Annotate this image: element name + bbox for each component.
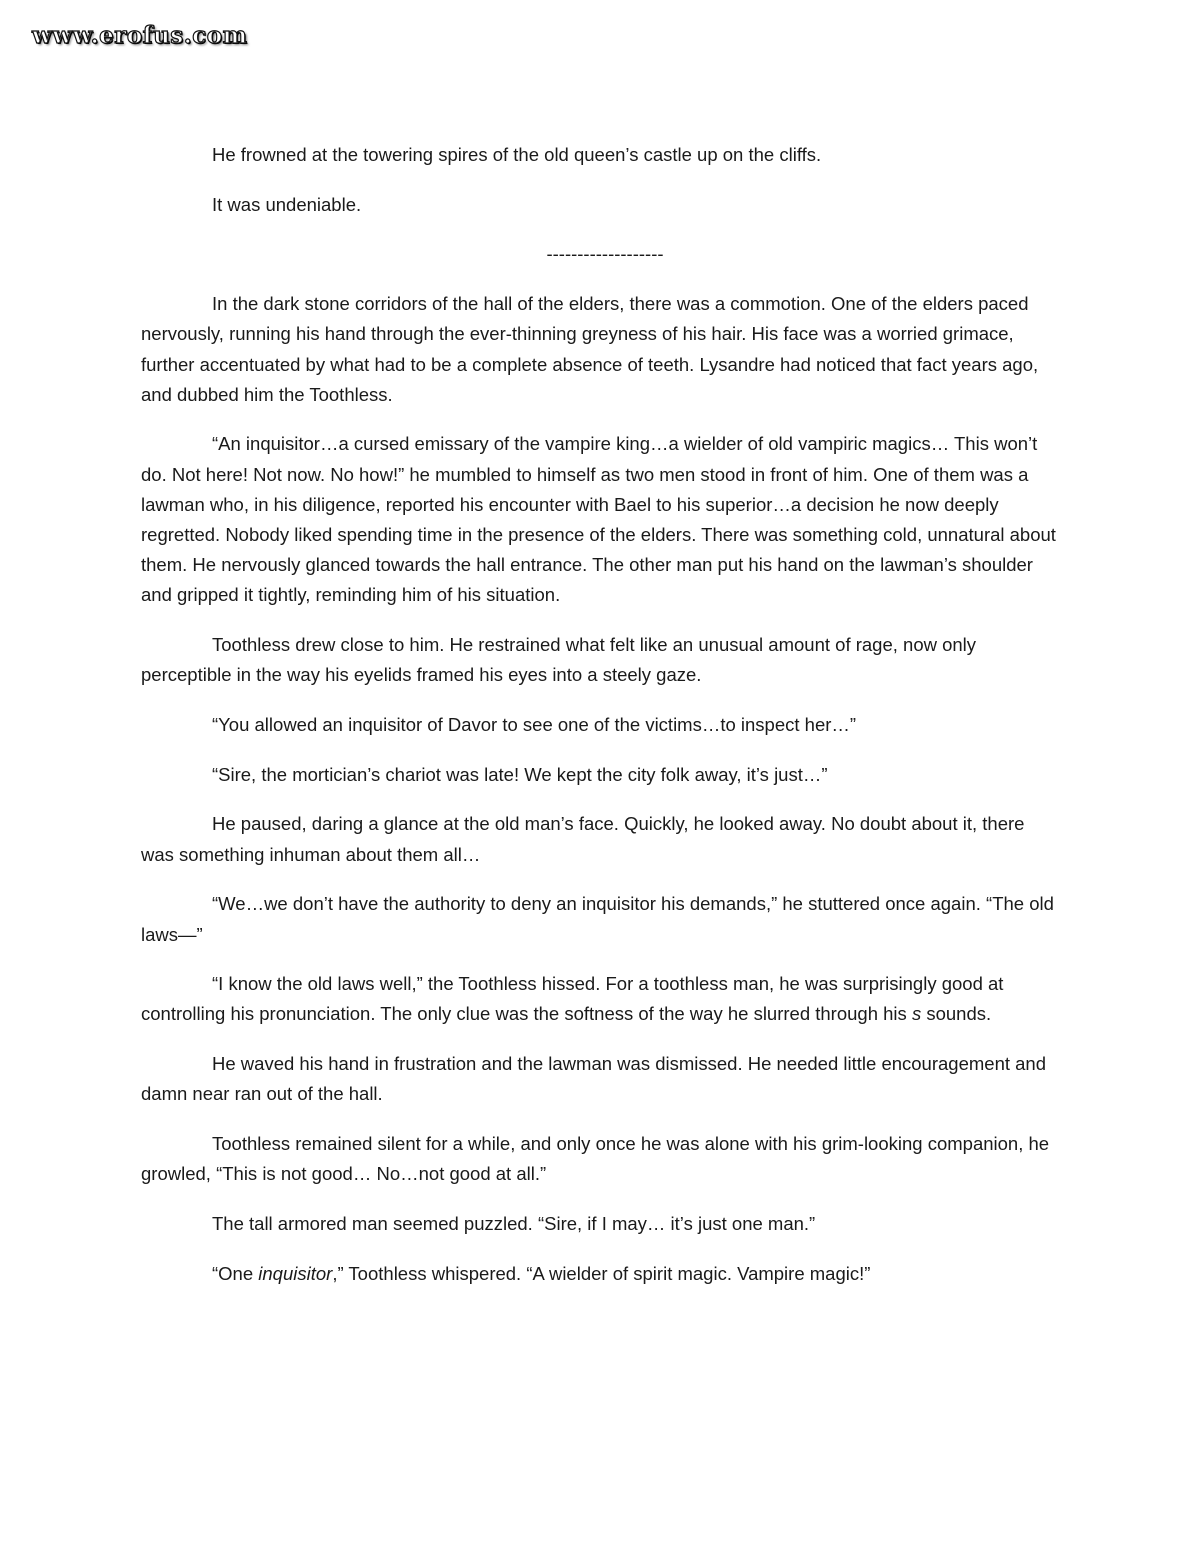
paragraph-11: He waved his hand in frustration and the lawman was dismissed. He needed little encouragement and damn near ran out of the hall.	[141, 1053, 1047, 1105]
paragraph-10	[141, 969, 1061, 1029]
paragraph-2: It was undeniable.	[212, 193, 362, 215]
paragraph-8: He paused, daring a glance at the old man’s face. Quickly, he looked away. No doubt about it, there was something inhuman about them all…	[141, 813, 1025, 865]
paragraph-10-italic: s	[911, 1003, 922, 1025]
paragraph-1: He frowned at the towering spires of the old queen’s castle up on the cliffs.	[212, 144, 822, 165]
paragraph-4: “An inquisitor…a cursed emissary of the vampire king…a wielder of old vampiric magics… This won’t do. Not here! Not now. No how!” he mumbled to himself as two men stood in front of him. One of them was a lawman who, in his diligence, reported his encounter with Bael to his superior…a decision he now deeply regretted. Nobody liked spending time in the presence of the elders. There was something cold, unnatural about them. He nervously glanced towards the hall entrance. The other man put his hand on the lawman’s shoulder and gripped it tightly, reminding him of his situation.	[141, 433, 1056, 606]
paragraph-14-text-a: “One	[212, 1262, 259, 1284]
paragraph-12: Toothless remained silent for a while, and only once he was alone with his grim-looking companion, he growled, “This is not good… No…not good at all.”	[141, 1133, 1050, 1185]
paragraph-6: “You allowed an inquisitor of Davor to see one of the victims…to inspect her…”	[212, 714, 857, 736]
paragraph-14-italic: inquisitor	[258, 1262, 333, 1284]
paragraph-5: Toothless drew close to him. He restrained what felt like an unusual amount of rage, now only perceptible in the way his eyelids framed his eyes into a steely gaze.	[141, 634, 977, 686]
scene-separator: -------------------	[546, 243, 664, 265]
paragraph-14	[141, 1259, 1061, 1289]
watermark-logo: www.erofus.com	[32, 22, 248, 49]
paragraph-14-text-b: ,” Toothless whispered. “A wielder of spirit magic. Vampire magic!”	[332, 1262, 871, 1284]
paragraph-10-text-a: “I know the old laws well,” the Toothless hissed. For a toothless man, he was surprisingly good at controlling his pronunciation. The only clue was the softness of the way he slurred through his	[141, 973, 1004, 1025]
paragraph-9: “We…we don’t have the authority to deny an inquisitor his demands,” he stuttered once again. “The old laws—”	[141, 893, 1054, 945]
paragraph-13: The tall armored man seemed puzzled. “Sire, if I may… it’s just one man.”	[212, 1212, 816, 1234]
paragraph-10-text-b: sounds.	[921, 1003, 992, 1025]
paragraph-3: In the dark stone corridors of the hall of the elders, there was a commotion. One of the elders paced nervously, running his hand through the ever-thinning greyness of his hair. His face was a worried grimace, further accentuated by what had to be a complete absence of teeth. Lysandre had noticed that fact years ago, and dubbed him the Toothless.	[141, 293, 1039, 405]
document-page	[141, 140, 1061, 1308]
paragraph-7: “Sire, the mortician’s chariot was late! We kept the city folk away, it’s just…”	[212, 763, 828, 785]
